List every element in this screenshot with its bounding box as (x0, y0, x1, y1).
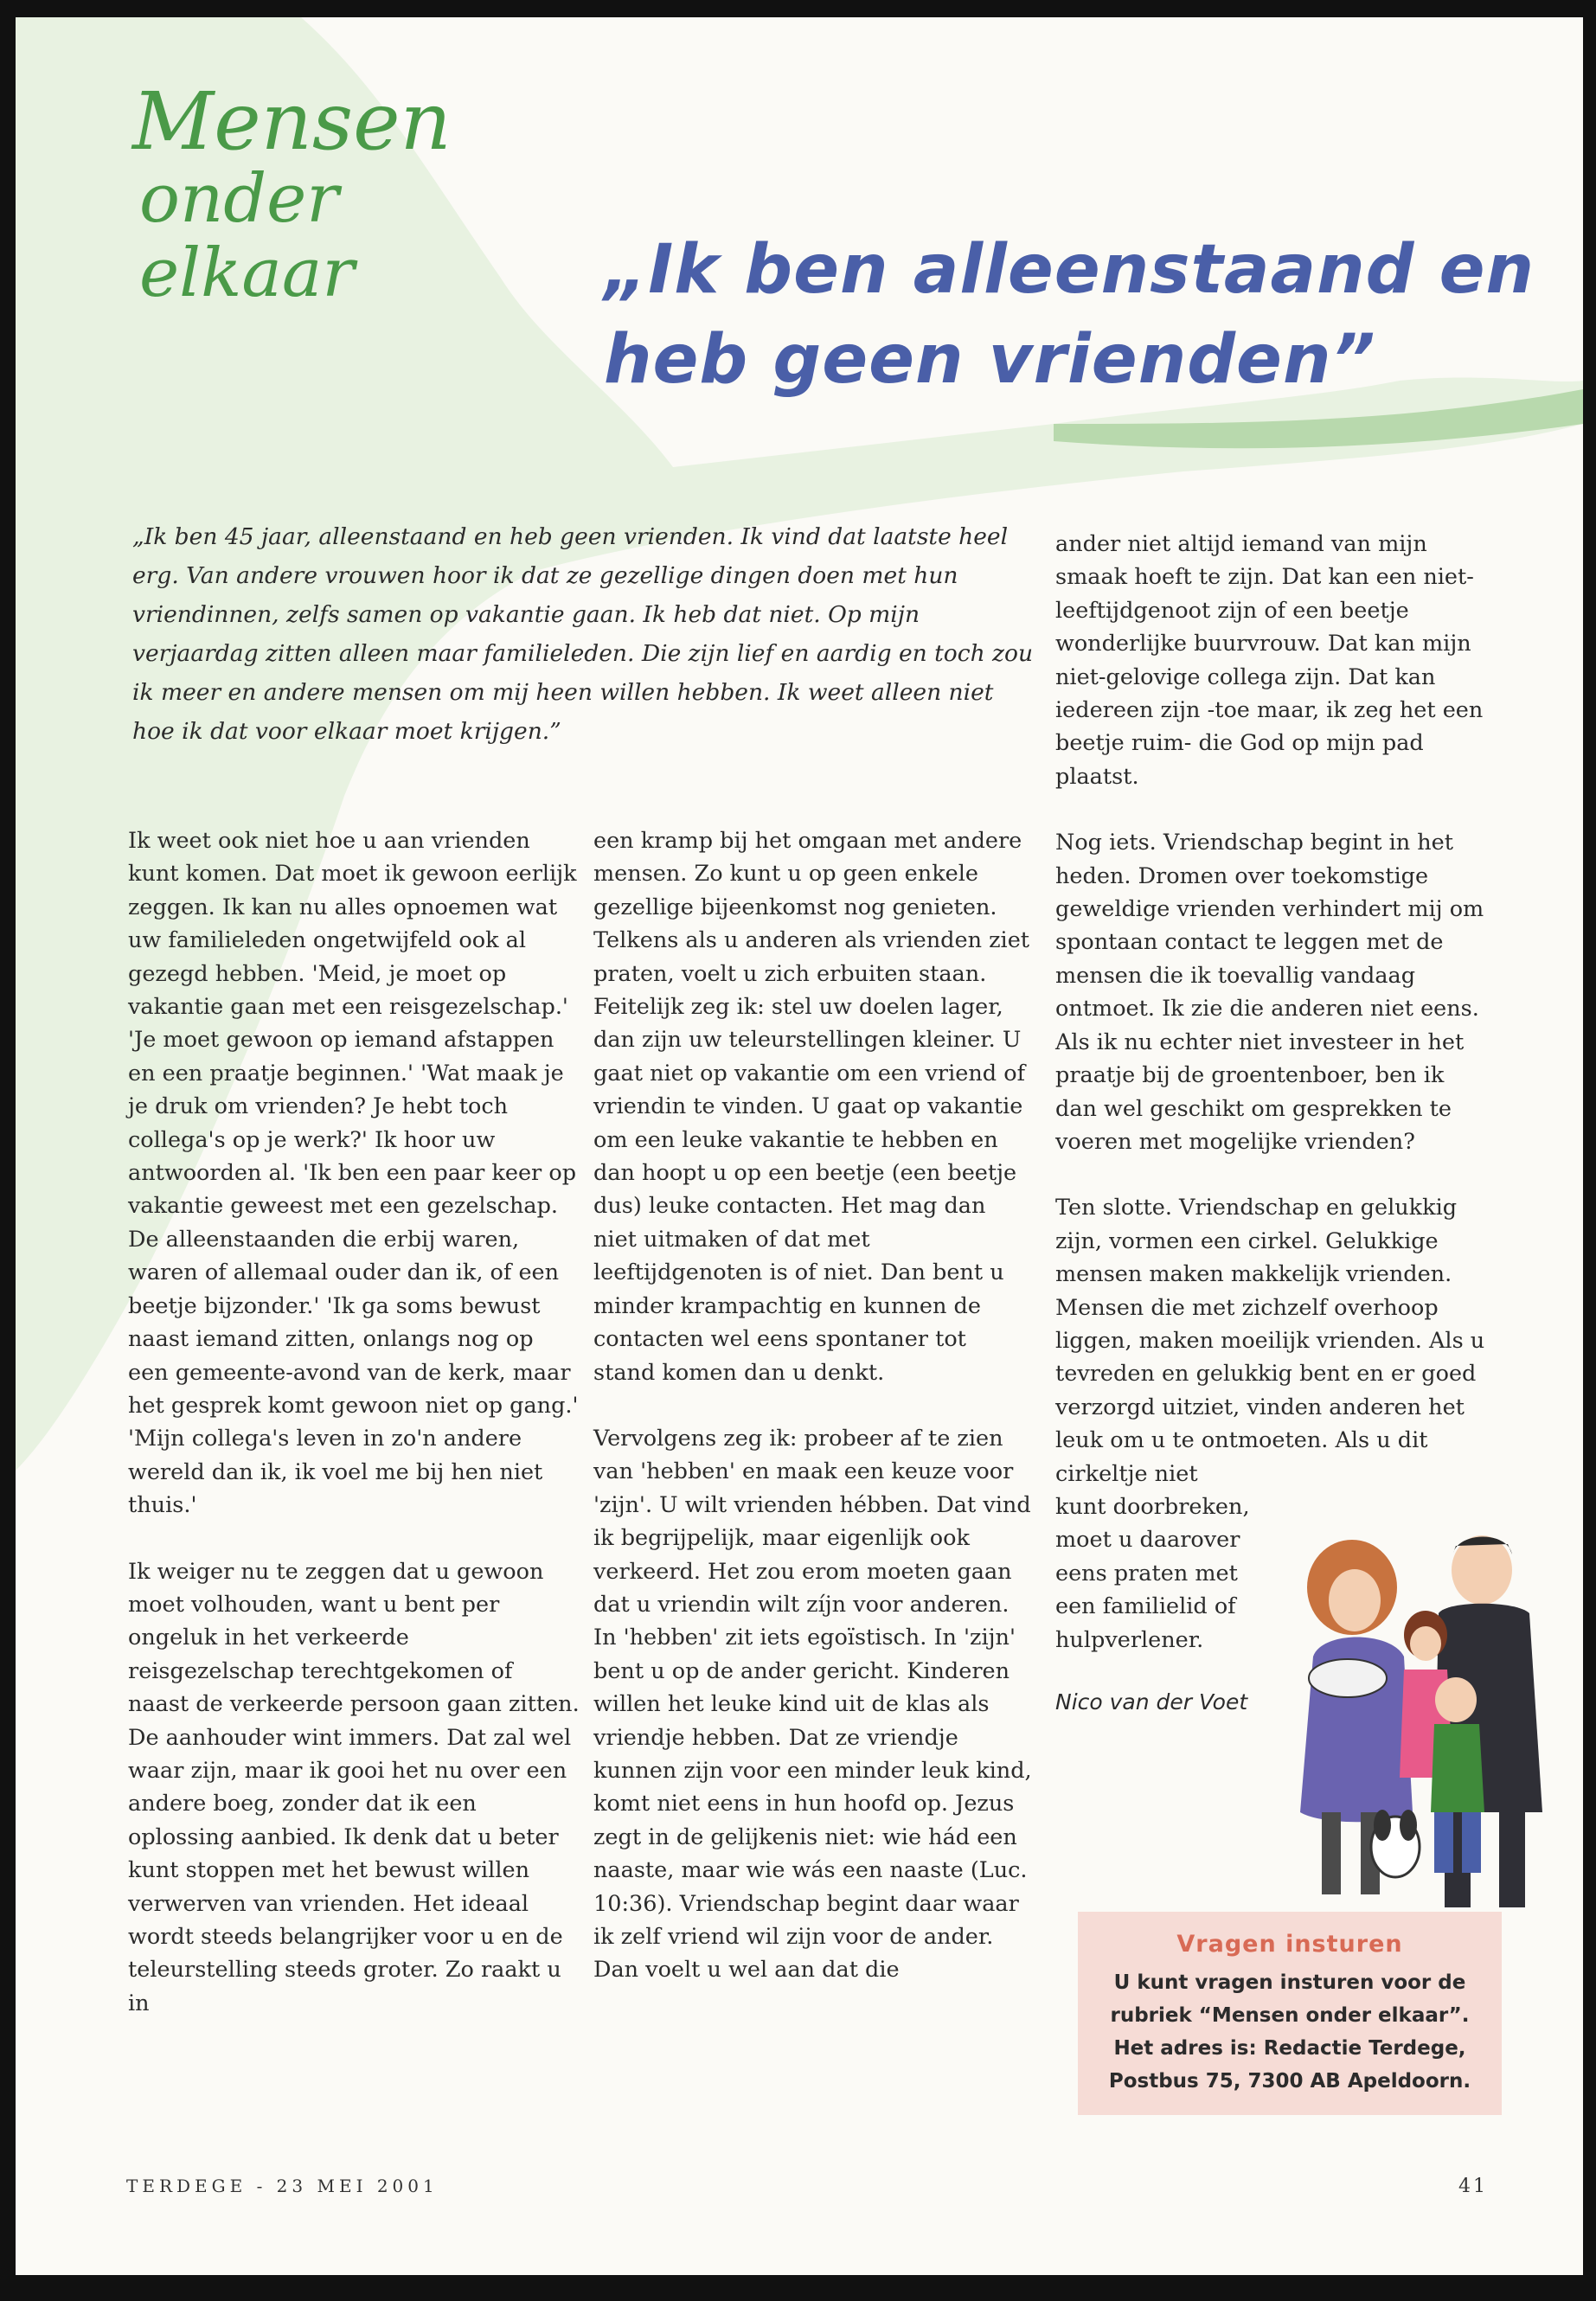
section-logo-line: elkaar (139, 234, 355, 312)
paragraph: kunt doorbreken, moet u daarover eens praten met een familielid of hulpverlener. (1055, 1493, 1250, 1653)
callout-body (1078, 1966, 1502, 2098)
paragraph: ander niet altijd iemand van mijn smaak hoeft te zijn. Dat kan een niet-leeftijdgenoot zijn of een beetje wonderlijke buurvrouw. Dat kan mijn niet-gelovige collega zijn. Dat kan iedereen zijn -toe maar, ik zeg het een beetje ruim- die God op mijn pad plaatst. (1055, 531, 1484, 790)
callout-title: Vragen insturen (1176, 1931, 1403, 1958)
section-logo-line: Mensen (132, 75, 452, 168)
section-logo-line: onder (139, 160, 339, 238)
article-column-1 (128, 824, 580, 2053)
callout-line: rubriek “Mensen onder elkaar”. (1110, 2004, 1470, 2027)
paragraph: Ten slotte. Vriendschap en gelukkig zijn, vormen een cirkel. Gelukkige mensen maken makkelijk vrienden. Mensen die met zichzelf overhoop liggen, maken moeilijk vrienden. Als u tevreden en gelukkig bent en er goed verzorgd uitziet, vinden anderen het leuk om u te ontmoeten. Als u dit cirkeltje niet (1055, 1195, 1485, 1487)
publication-footer: TERDEGE - 23 MEI 2001 (126, 2176, 439, 2196)
headline-line: heb geen vrienden” (604, 321, 1376, 399)
paragraph: Vervolgens zeg ik: probeer af te zien van 'hebben' en maak een keuze voor 'zijn'. U wilt vrienden hébben. Dat vind ik begrijpelijk, maar eigenlijk ook verkeerd. Het zou erom moeten gaan dat u vriendin wilt zíjn voor anderen. In 'hebben' zit iets egoïstisch. In 'zijn' bent u op de ander gericht. Kinderen willen het leuke kind uit de klas als vriendje hebben. Dat ze vriendje kunnen zijn voor een minder leuk kind, komt niet eens in hun hoofd op. Jezus zegt in de gelijkenis niet: wie hád een naaste, maar wie wás een naaste (Luc. 10:36). Vriendschap begint daar waar ik zelf vriend wil zijn voor de ander. Dan voelt u wel aan dat die (593, 1425, 1032, 1984)
page-number: 41 (1458, 2176, 1488, 2197)
paragraph: Ik weet ook niet hoe u aan vrienden kunt komen. Dat moet ik gewoon eerlijk zeggen. Ik kan nu alles opnoemen wat uw familieleden ongetwijfeld ook al gezegd hebben. 'Meid, je moet op vakantie gaan met een reisgezelschap.' 'Je moet gewoon op iemand afstappen en een praatje beginnen.' 'Wat maak je je druk om vrienden? Je hebt toch collega's op je werk?' Ik hoor uw antwoorden al. 'Ik ben een paar keer op vakantie geweest met een gezelschap. De alleenstaanden die erbij waren, waren of allemaal ouder dan ik, of een beetje bijzonder.' 'Ik ga soms bewust naast iemand zitten, onlangs nog op een gemeente-avond van de kerk, maar het gesprek komt gewoon niet op gang.' 'Mijn collega's leven in zo'n andere wereld dan ik, ik voel me bij hen niet thuis.' (128, 828, 579, 1519)
submit-questions-box (1078, 1912, 1502, 2115)
magazine-page (16, 17, 1583, 2275)
paragraph: een kramp bij het omgaan met andere mensen. Zo kunt u op geen enkele gezellige bijeenkomst nog genieten. Telkens als u anderen als vrienden ziet praten, voelt u zich erbuiten staan. Feitelijk zeg ik: stel uw doelen lager, dan zijn uw teleurstellingen kleiner. U gaat niet op vakantie om een vriend of vriendin te vinden. U gaat op vakantie om een leuke vakantie te hebben en dan hoopt u op een beetje (een beetje dus) leuke contacten. Het mag dan niet uitmaken of dat met leeftijdgenoten is of niet. Dan bent u minder krampachtig en kunnen de contacten wel eens spontaner tot stand komen dan u denkt. (593, 828, 1030, 1386)
callout-line: Postbus 75, 7300 AB Apeldoorn. (1108, 2070, 1471, 2093)
article-column-2 (593, 824, 1035, 2020)
article-headline (604, 225, 1555, 405)
scan-border (0, 2275, 1596, 2301)
callout-line: U kunt vragen insturen voor de (1113, 1971, 1466, 1994)
callout-line: Het adres is: Redactie Terdege, (1113, 2037, 1466, 2060)
paragraph: Ik weiger nu te zeggen dat u gewoon moet volhouden, want u bent per ongeluk in het verkeerde reisgezelschap terechtgekomen of naast de verkeerde persoon gaan zitten. De aanhouder wint immers. Dat zal wel waar zijn, maar ik gooi het nu over een andere boeg, zonder dat ik een oplossing aanbied. Ik denk dat u beter kunt stoppen met het bewust willen verwerven van vrienden. Het ideaal wordt steeds belangrijker voor u en de teleurstelling steeds groter. Zo raakt u in (128, 1558, 580, 2016)
reader-question: „Ik ben 45 jaar, alleenstaand en heb geen vrienden. Ik vind dat laatste heel erg. Van andere vrouwen hoor ik dat ze gezellige dingen doen met hun vriendinnen, zelfs samen op vakantie gaan. Ik heb dat niet. Op mijn verjaardag zitten alleen maar familieleden. Die zijn lief en aardig en toch zou ik meer en andere mensen om mij heen willen hebben. Ik weet alleen niet hoe ik dat voor elkaar moet krijgen.” (132, 523, 1034, 745)
family-illustration-icon (1261, 1527, 1555, 1916)
paragraph: Nog iets. Vriendschap begint in het heden. Dromen over toekomstige geweldige vrienden verhindert mij om spontaan contact te leggen met de mensen die ik toevallig vandaag ontmoet. Ik zie die anderen niet eens. Als ik nu echter niet investeer in het praatje bij de groentenboer, ben ik dan wel geschikt om gesprekken te voeren met mogelijke vrienden? (1055, 830, 1484, 1155)
headline-line: „Ik ben alleenstaand en (604, 231, 1535, 309)
section-logo (132, 75, 452, 312)
author-signature: Nico van der Voet (1055, 1689, 1248, 1715)
